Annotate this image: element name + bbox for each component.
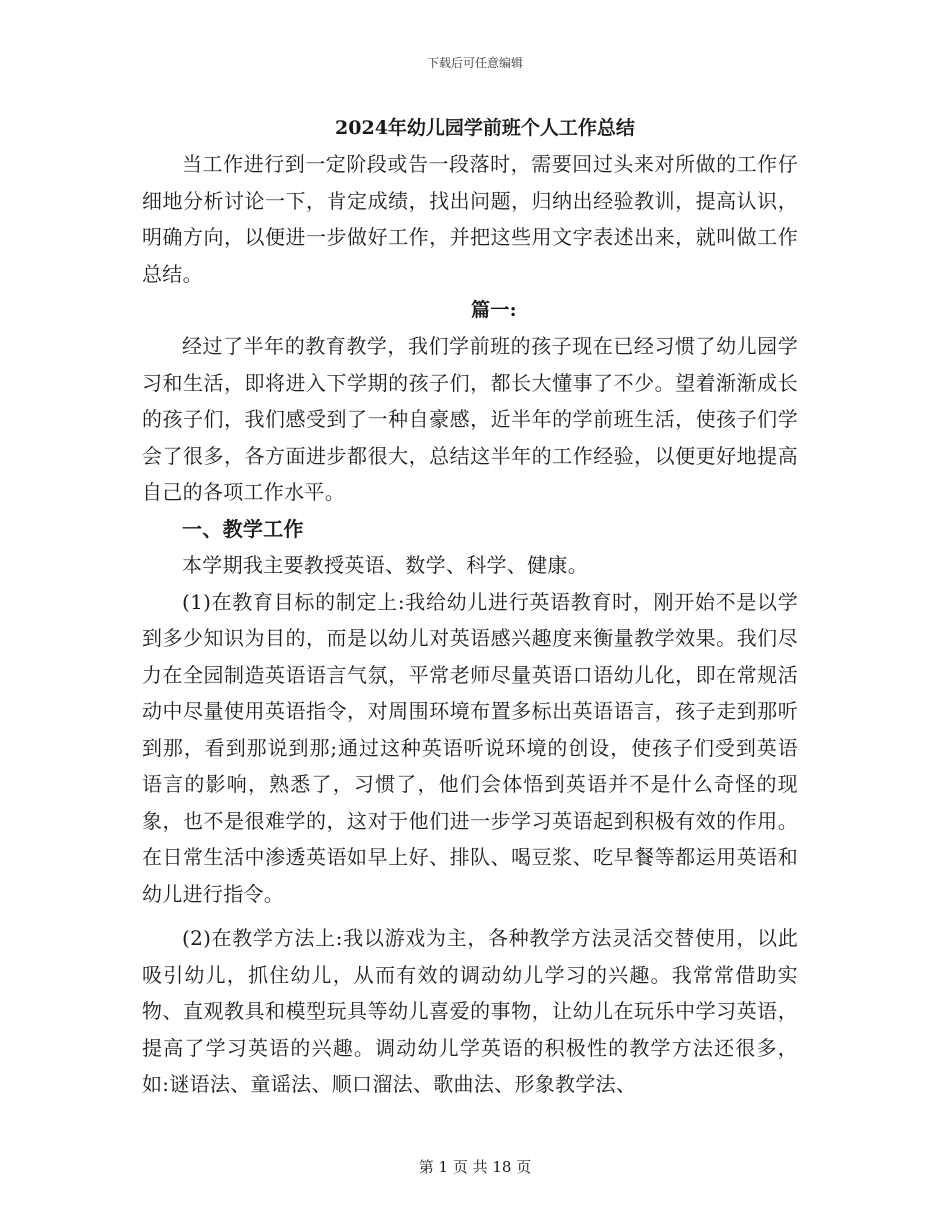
- document-body: [142, 112, 798, 1103]
- document-title: 2024年幼儿园学前班个人工作总结: [335, 117, 635, 139]
- header-note: 下载后可任意编辑: [426, 56, 523, 70]
- section-heading: 篇一:: [471, 299, 517, 321]
- intro-paragraph: 当工作进行到一定阶段或告一段落时，需要回过头来对所做的工作仔细地分析讨论一下，肯定成绩，找出问题，归纳出经验教训，提高认识，明确方向，以便进一步做好工作，并把这些用文字表述出来，就叫做工作总结。: [142, 152, 798, 286]
- paragraph-3: (1)在教育目标的制定上:我给幼儿进行英语教育时，刚开始不是以学到多少知识为目的，而是以幼儿对英语感兴趣度来衡量教学效果。我们尽力在全园制造英语语言气氛，平常老师尽量英语口语幼儿化，即在常规活动中尽量使用英语指令，对周围环境布置多标出英语语言，孩子走到那听到那，看到那说到那;通过这种英语听说环境的创设，使孩子们受到英语语言的影响，熟悉了，习惯了，他们会体悟到英语并不是什么奇怪的现象，也不是很难学的，这对于他们进一步学习英语起到积极有效的作用。在日常生活中渗透英语如早上好、排队、喝豆浆、吃早餐等都运用英语和幼儿进行指令。: [142, 589, 798, 906]
- paragraph-4: (2)在教学方法上:我以游戏为主，各种教学方法灵活交替使用，以此吸引幼儿，抓住幼儿，从而有效的调动幼儿学习的兴趣。我常常借助实物、直观教具和模型玩具等幼儿喜爱的事物，让幼儿在玩乐中学习英语，提高了学习英语的兴趣。调动幼儿学英语的积极性的教学方法还很多，如:谜语法、童谣法、顺口溜法、歌曲法、形象教学法、: [142, 926, 798, 1096]
- paragraph-2: 本学期我主要教授英语、数学、科学、健康。: [182, 553, 588, 577]
- page-footer: 第 1 页 共 18 页: [418, 1158, 532, 1176]
- paragraph-1: 经过了半年的教育教学，我们学前班的孩子现在已经习惯了幼儿园学习和生活，即将进入下学期的孩子们，都长大懂事了不少。望着渐渐成长的孩子们，我们感受到了一种自豪感，近半年的学前班生活，使孩子们学会了很多，各方面进步都很大，总结这半年的工作经验，以便更好地提高自己的各项工作水平。: [142, 334, 798, 504]
- subheading-teaching-work: 一、教学工作: [182, 516, 304, 541]
